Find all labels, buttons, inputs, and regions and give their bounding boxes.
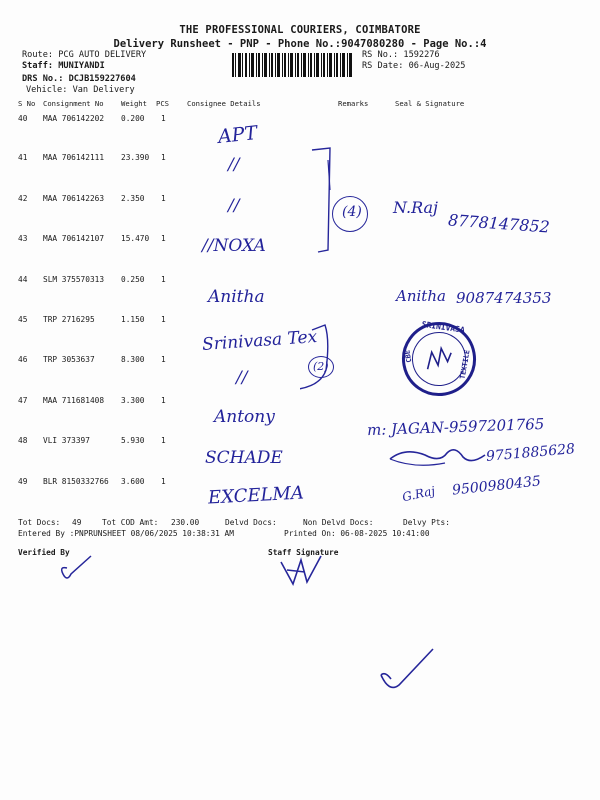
row-pcs: 1 (161, 114, 166, 123)
handwritten-consignee-40: APT (216, 122, 259, 148)
row-sno: 46 (18, 355, 28, 364)
row-weight: 2.350 (121, 194, 145, 203)
col-remarks: Remarks (338, 99, 369, 108)
row-weight: 3.600 (121, 477, 145, 486)
rs-date: RS Date: 06-Aug-2025 (362, 61, 466, 71)
signature-scribble (385, 445, 490, 471)
stamp-left-text: CBE (403, 349, 414, 364)
signature-3: m: JAGAN-9597201765 (366, 414, 545, 440)
verified-by-label: Verified By (18, 548, 70, 557)
staff-signature-label: Staff Signature (268, 548, 339, 557)
drs-label: DRS No.: DCJB159227604 (22, 74, 136, 84)
phone-1: 8778147852 (447, 210, 551, 237)
row-weight: 1.150 (121, 315, 145, 324)
row-pcs: 1 (161, 355, 166, 364)
col-consignment: Consignment No (43, 99, 104, 108)
col-sno: S No (18, 99, 36, 108)
row-sno: 42 (18, 194, 28, 203)
row-consignment: MAA 706142107 (43, 234, 105, 243)
delvy-pts-label: Delvy Pts: (403, 518, 450, 527)
vehicle-label: Vehicle: Van Delivery (26, 85, 135, 95)
row-pcs: 1 (161, 194, 166, 203)
row-pcs: 1 (161, 153, 166, 162)
row-pcs: 1 (161, 275, 166, 284)
company-title: THE PROFESSIONAL COURIERS, COIMBATORE (179, 24, 421, 36)
row-weight: 0.250 (121, 275, 145, 284)
row-consignment: MAA 706142263 (43, 194, 105, 203)
circled-note-2-text: (2) (313, 360, 329, 373)
row-weight: 0.200 (121, 114, 145, 123)
row-pcs: 1 (161, 436, 166, 445)
signature-1: N.Raj (393, 198, 438, 217)
phone-2: 9087474353 (456, 289, 552, 307)
non-delvd-docs-label: Non Delvd Docs: (303, 518, 374, 527)
handwritten-consignee-43: //NOXA (202, 236, 266, 256)
circled-note-2 (308, 356, 334, 378)
row-consignment: MAA 706142111 (43, 153, 105, 162)
row-sno: 44 (18, 275, 28, 284)
handwritten-consignee-45: Srinivasa Tex (201, 327, 318, 355)
staff-label: Staff: MUNIYANDI (22, 61, 105, 71)
staff-signature-mark (275, 552, 345, 588)
row-sno: 41 (18, 153, 28, 162)
col-pcs: PCS (156, 99, 169, 108)
row-consignment: BLR 8150332766 (43, 477, 109, 486)
circled-note-4 (332, 196, 368, 232)
row-consignment: TRP 2716295 (43, 315, 95, 324)
barcode (232, 53, 352, 77)
stamp-top-text: SRINIVASA (421, 319, 466, 335)
row-sno: 49 (18, 477, 28, 486)
row-sno: 47 (18, 396, 28, 405)
tot-docs-label: Tot Docs: (18, 518, 61, 527)
row-weight: 23.390 (121, 153, 150, 162)
row-sno: 40 (18, 114, 28, 123)
row-sno: 48 (18, 436, 28, 445)
entered-by: Entered By :PNPRUNSHEET 08/06/2025 10:38:31 AM (18, 529, 234, 538)
row-pcs: 1 (161, 396, 166, 405)
bottom-check-mark (375, 645, 440, 695)
verified-signature-mark (45, 552, 95, 586)
rs-number: RS No.: 1592276 (362, 50, 440, 60)
tot-docs-value: 49 (72, 518, 82, 527)
handwritten-consignee-46: // (236, 368, 248, 388)
handwritten-consignee-44: Anitha (208, 287, 265, 307)
company-stamp (396, 316, 482, 402)
phone-3: 9751885628 (485, 441, 576, 465)
row-weight: 8.300 (121, 355, 145, 364)
row-weight: 5.930 (121, 436, 145, 445)
row-consignment: MAA 711681408 (43, 396, 105, 405)
row-consignment: SLM 375570313 (43, 275, 105, 284)
delvd-docs-label: Delvd Docs: (225, 518, 277, 527)
circled-note-4-text: (4) (342, 204, 362, 220)
col-consignee: Consignee Details (187, 99, 261, 108)
row-pcs: 1 (161, 315, 166, 324)
row-sno: 43 (18, 234, 28, 243)
signature-2: Anitha (396, 287, 446, 305)
stamp-side-text: TEXTILE (458, 349, 472, 380)
col-weight: Weight (121, 99, 147, 108)
row-pcs: 1 (161, 477, 166, 486)
row-consignment: TRP 3053637 (43, 355, 95, 364)
col-seal-signature: Seal & Signature (395, 99, 465, 108)
tot-cod-value: 230.00 (171, 518, 200, 527)
row-pcs: 1 (161, 234, 166, 243)
signature-4: G.Raj (400, 483, 437, 505)
handwritten-consignee-49: EXCELMA (207, 482, 305, 509)
handwritten-consignee-48: SCHADE (205, 448, 283, 468)
runsheet-subtitle: Delivery Runsheet - PNP - Phone No.:9047080280 - Page No.:4 (113, 38, 487, 50)
handwritten-consignee-41: // (228, 155, 240, 175)
row-sno: 45 (18, 315, 28, 324)
stamp-signature-mark (420, 340, 457, 377)
row-consignment: MAA 706142202 (43, 114, 105, 123)
row-weight: 15.470 (121, 234, 150, 243)
handwritten-consignee-42: // (228, 196, 240, 216)
phone-4: 9500980435 (451, 473, 542, 499)
printed-on: Printed On: 06-08-2025 10:41:00 (284, 529, 430, 538)
row-consignment: VLI 373397 (43, 436, 90, 445)
route-label: Route: PCG AUTO DELIVERY (22, 50, 147, 60)
tot-cod-label: Tot COD Amt: (102, 518, 159, 527)
handwritten-consignee-47: Antony (214, 407, 275, 427)
row-weight: 3.300 (121, 396, 145, 405)
